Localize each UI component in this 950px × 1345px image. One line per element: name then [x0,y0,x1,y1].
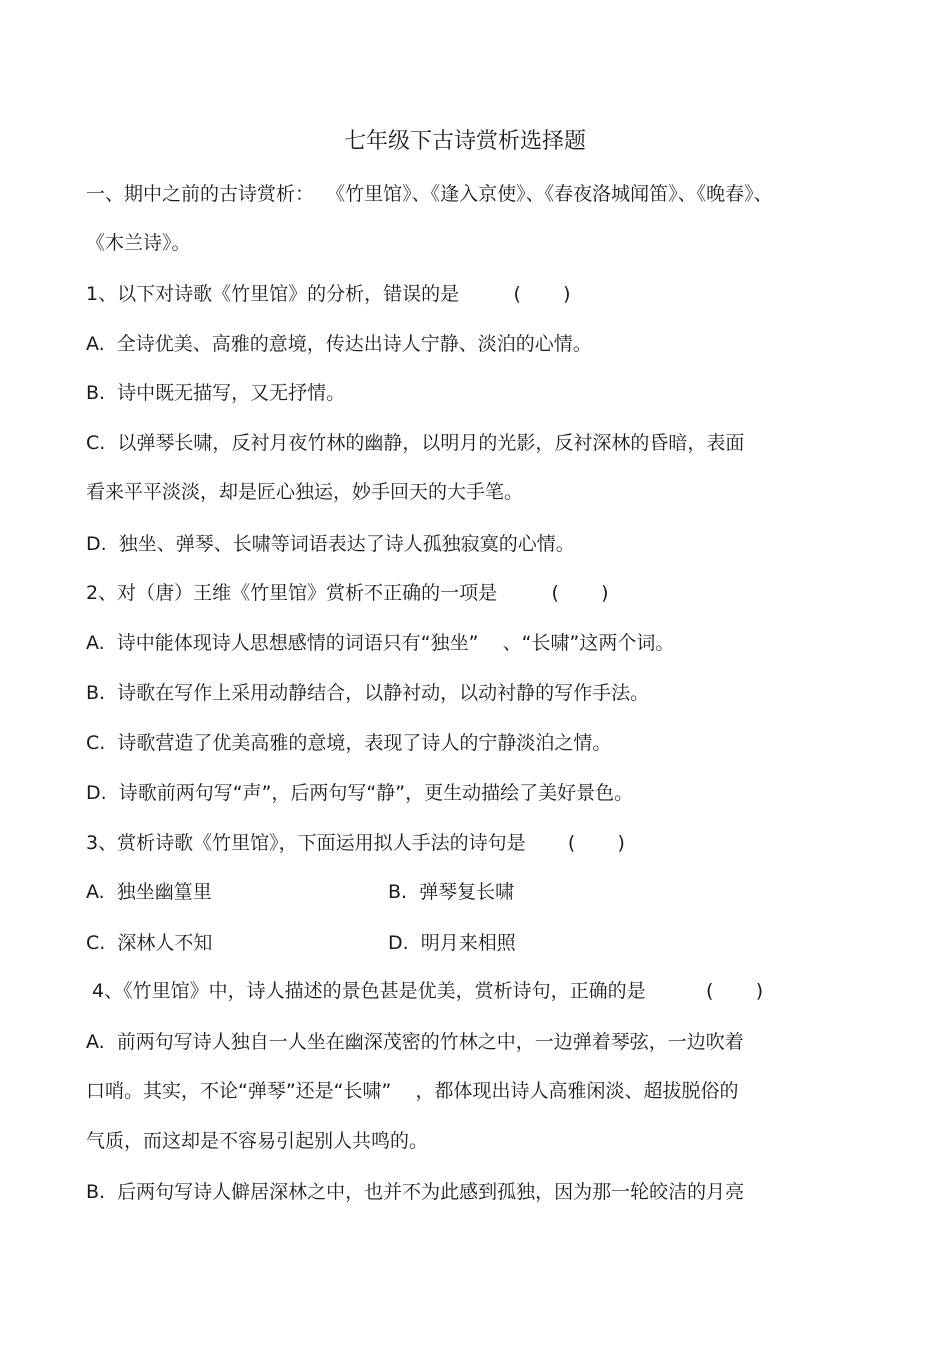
question-3-stem: 3、赏析诗歌《竹里馆》，下面运用拟人手法的诗句是 ( ) [86,832,625,854]
question-2-option-a: A. 诗中能体现诗人思想感情的词语只有“独坐” 、“长啸”这两个词。 [86,632,675,654]
question-2-option-b: B. 诗歌在写作上采用动静结合，以静衬动，以动衬静的写作手法。 [86,682,650,704]
question-2-option-c: C. 诗歌营造了优美高雅的意境，表现了诗人的宁静淡泊之情。 [86,732,612,754]
question-3-option-d: D. 明月来相照 [388,932,516,954]
question-1-option-a: A. 全诗优美、高雅的意境，传达出诗人宁静、淡泊的心情。 [86,333,592,355]
question-1-stem: 1、以下对诗歌《竹里馆》的分析，错误的是 ( ) [86,283,571,305]
question-1-option-d: D. 独坐、弹琴、长啸等词语表达了诗人孤独寂寞的心情。 [86,533,575,555]
question-2-stem: 2、对（唐）王维《竹里馆》赏析不正确的一项是 ( ) [86,582,609,604]
question-4-option-a-line-2: 口哨。其实，不论“弹琴”还是“长啸” ，都体现出诗人高雅闲淡、超拔脱俗的 [86,1080,739,1102]
question-1-option-c-line-1: C. 以弹琴长啸，反衬月夜竹林的幽静，以明月的光影，反衬深林的昏暗，表面 [86,432,745,454]
section-heading-line-2: 《木兰诗》。 [86,232,191,254]
question-4-stem: 4、《竹里馆》中，诗人描述的景色甚是优美，赏析诗句，正确的是 ( ) [86,980,764,1002]
question-4-option-a-line-3: 气质，而这却是不容易引起别人共鸣的。 [86,1130,429,1152]
question-4-option-a-line-1: A. 前两句写诗人独自一人坐在幽深茂密的竹林之中，一边弹着琴弦，一边吹着 [86,1031,744,1053]
question-3-option-a: A. 独坐幽篁里 [86,881,212,903]
section-heading-line-1: 一、期中之前的古诗赏析： 《竹里馆》、《逢入京使》、《春夜洛城闻笛》、《晚春》、 [86,183,773,205]
question-3-option-c: C. 深林人不知 [86,932,213,954]
page-title: 七年级下古诗赏析选择题 [343,129,586,154]
question-1-option-c-line-2: 看来平平淡淡，却是匠心独运，妙手回天的大手笔。 [86,481,524,503]
question-1-option-b: B. 诗中既无描写，又无抒情。 [86,382,346,404]
question-4-option-b-line-1: B. 后两句写诗人僻居深林之中，也并不为此感到孤独，因为那一轮皎洁的月亮 [86,1181,745,1203]
question-2-option-d: D. 诗歌前两句写“声”，后两句写“静”，更生动描绘了美好景色。 [86,782,634,804]
question-3-option-b: B. 弹琴复长啸 [388,881,515,903]
